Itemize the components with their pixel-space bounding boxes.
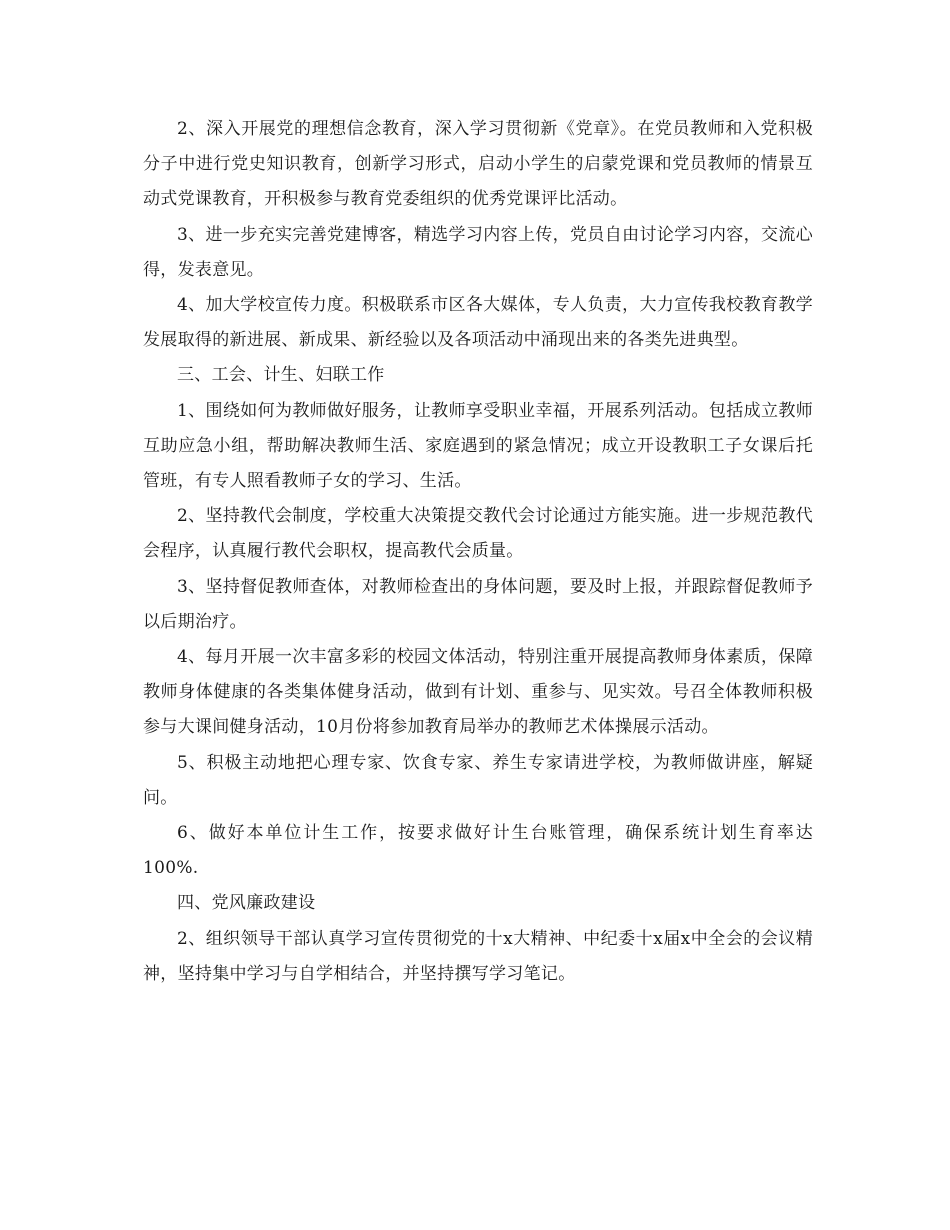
section-heading-union-work: 三、工会、计生、妇联工作 — [177, 365, 385, 386]
paragraph-monthly-activities: 4、每月开展一次丰富多彩的校园文体活动，特别注重开展提高教师身体素质，保障教师身体健康的各类集体健身活动，做到有计划、重参与、见实效。号召全体教师积极参与大课间健身活动，10月份将参加教育局举办的教师艺术体操展示活动。 — [143, 647, 813, 738]
paragraph-party-blog: 3、进一步充实完善党建博客，精选学习内容上传，党员自由讨论学习内容，交流心得，发表意见。 — [143, 224, 813, 280]
paragraph-school-publicity: 4、加大学校宣传力度。积极联系市区各大媒体，专人负责，大力宣传我校教育教学发展取得的新进展、新成果、新经验以及各项活动中涌现出来的各类先进典型。 — [143, 295, 813, 351]
paragraph-health-checkup: 3、坚持督促教师查体，对教师检查出的身体问题，要及时上报，并跟踪督促教师予以后期治疗。 — [143, 576, 813, 632]
paragraph-party-ideals-education: 2、深入开展党的理想信念教育，深入学习贯彻新《党章》。在党员教师和入党积极分子中进行党史知识教育，创新学习形式，启动小学生的启蒙党课和党员教师的情景互动式党课教育，开积极参与教育党委组织的优秀党课评比活动。 — [143, 119, 813, 210]
paragraph-leadership-study: 2、组织领导干部认真学习宣传贯彻党的十x大精神、中纪委十x届x中全会的会议精神，坚持集中学习与自学相结合，并坚持撰写学习笔记。 — [143, 928, 813, 984]
paragraph-family-planning: 6、做好本单位计生工作，按要求做好计生台账管理，确保系统计划生育率达100%. — [143, 823, 813, 879]
paragraph-expert-lectures: 5、积极主动地把心理专家、饮食专家、养生专家请进学校，为教师做讲座，解疑问。 — [143, 752, 813, 808]
paragraph-teacher-services: 1、围绕如何为教师做好服务，让教师享受职业幸福，开展系列活动。包括成立教师互助应急小组，帮助解决教师生活、家庭遇到的紧急情况；成立开设教职工子女课后托管班，有专人照看教师子女的学习、生活。 — [143, 400, 813, 492]
section-heading-integrity-building: 四、党风廉政建设 — [177, 893, 316, 914]
document-body — [143, 112, 813, 992]
paragraph-staff-congress: 2、坚持教代会制度，学校重大决策提交教代会讨论通过方能实施。进一步规范教代会程序，认真履行教代会职权，提高教代会质量。 — [143, 506, 813, 562]
